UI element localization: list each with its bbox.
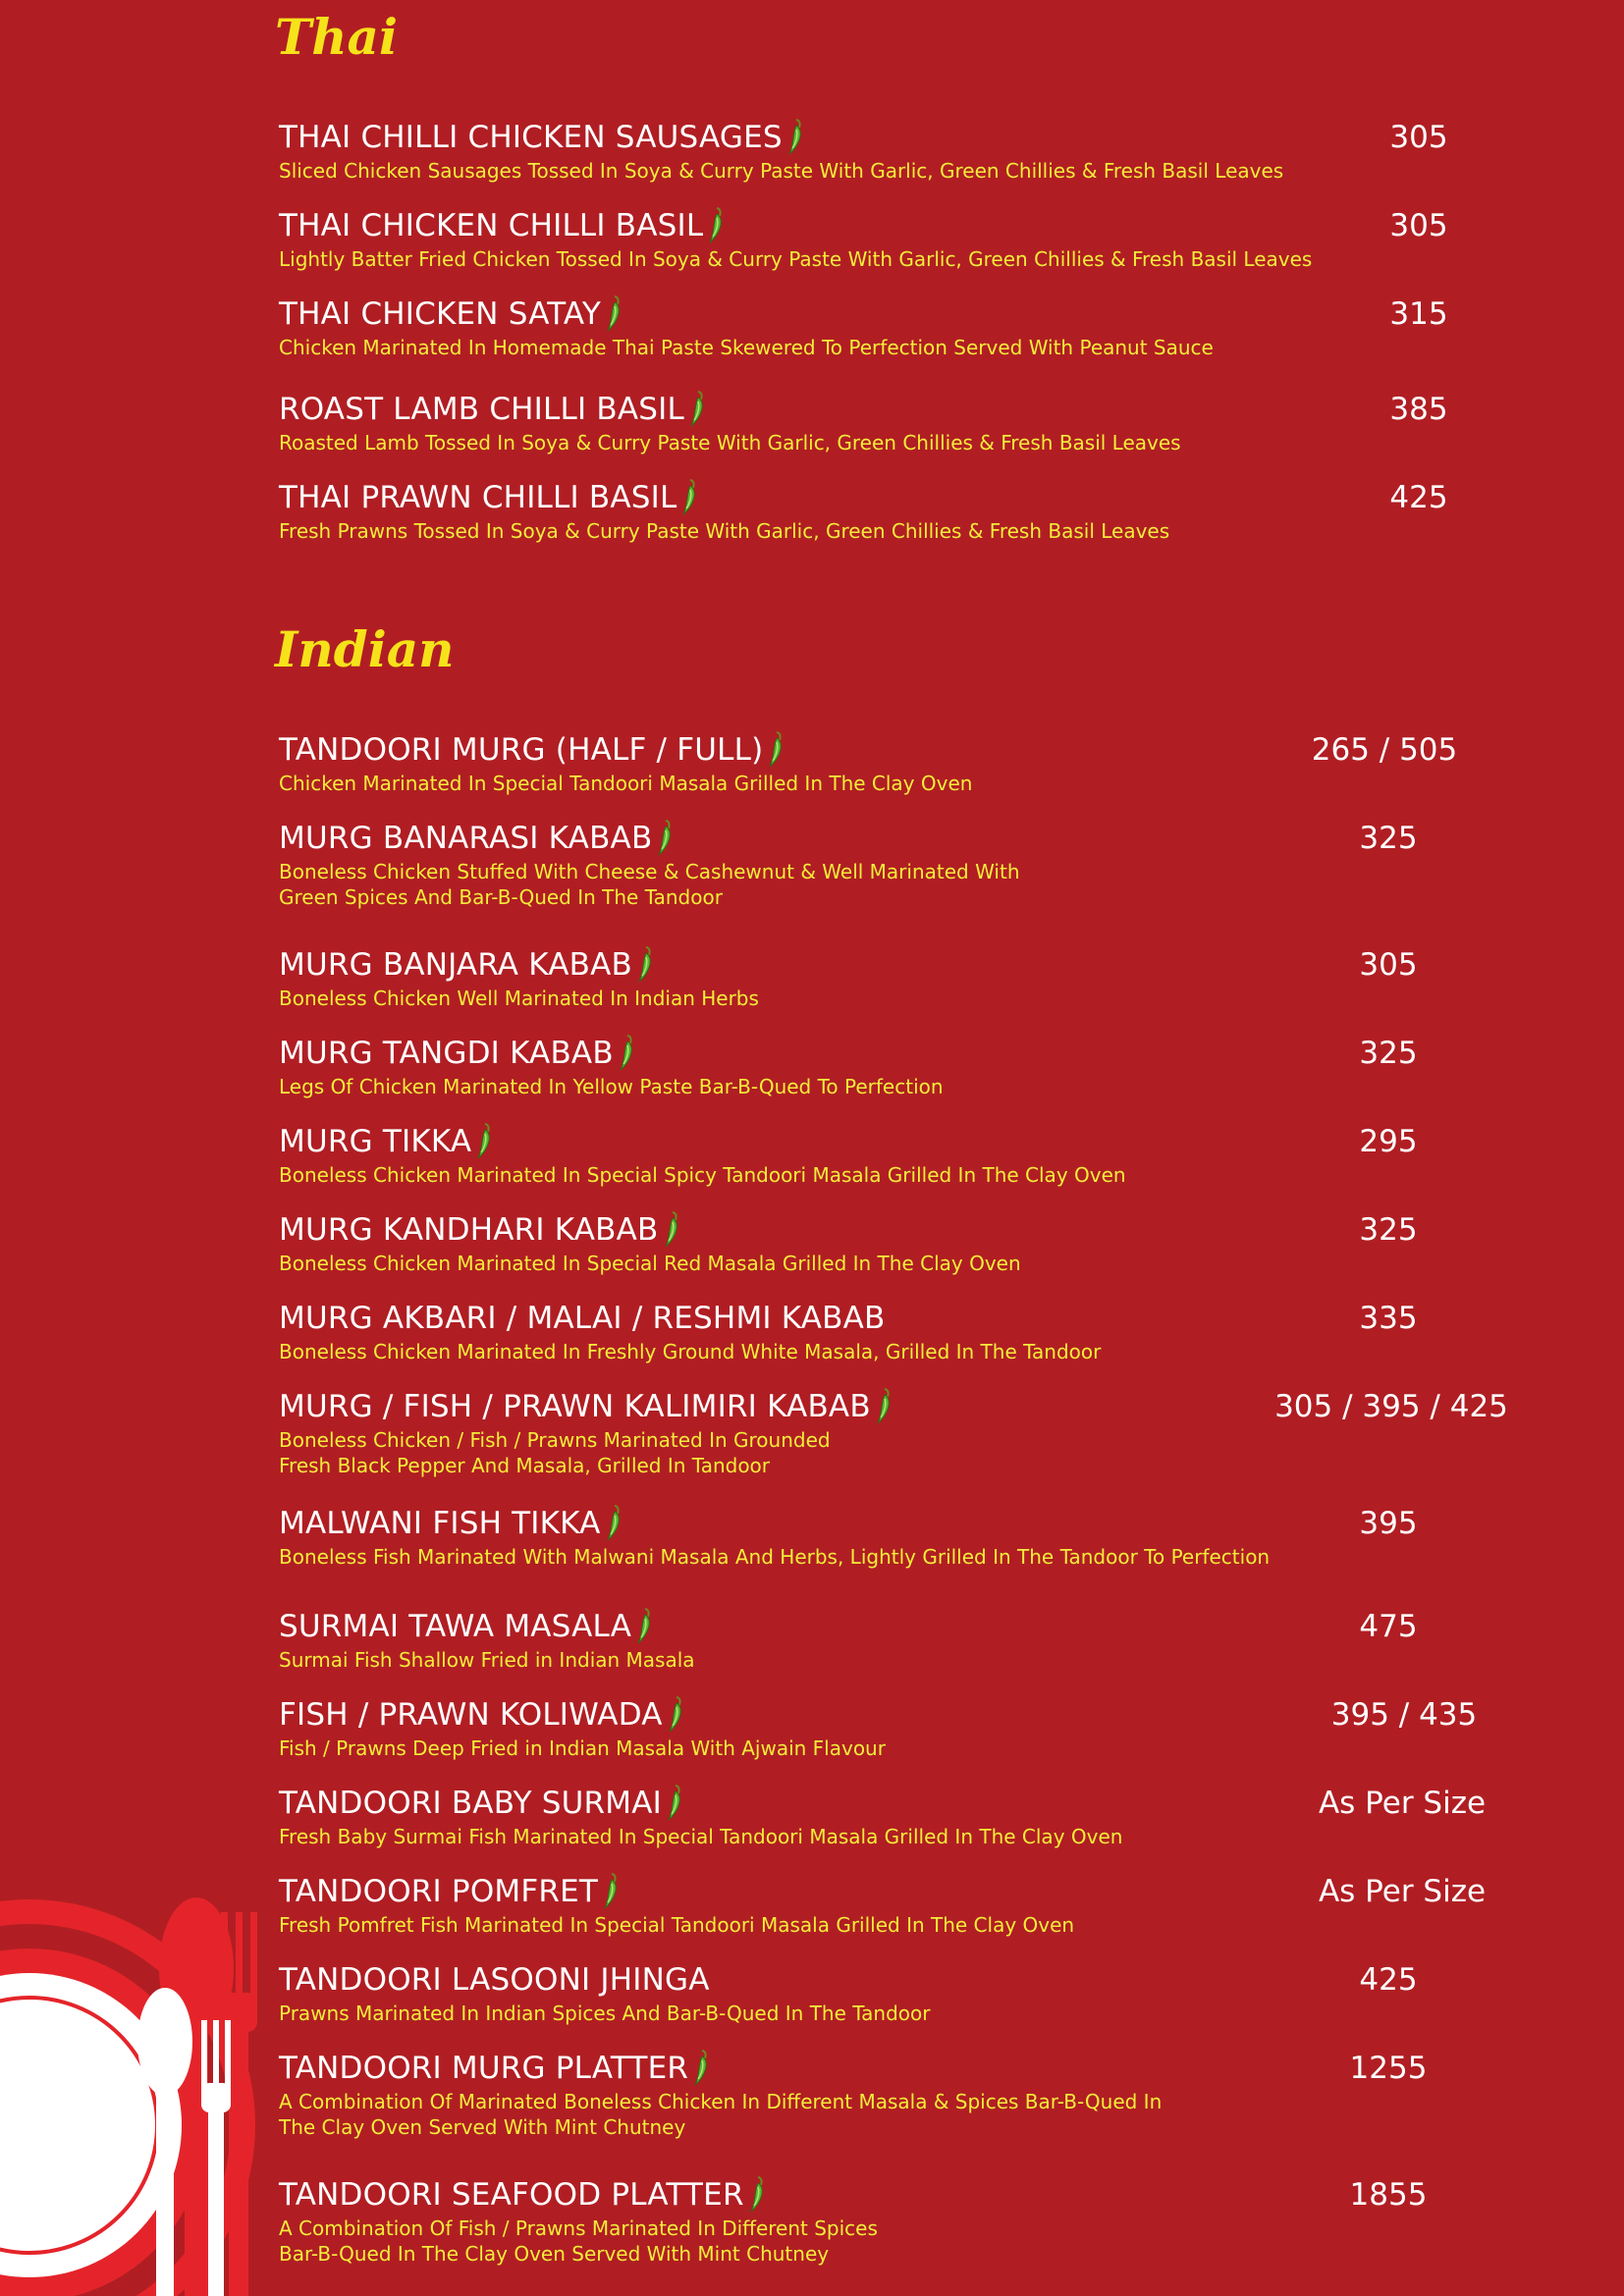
menu-item-tandoori-murg-platter: [279, 2042, 1506, 2140]
item-name: TANDOORI LASOONI JHINGA: [279, 1962, 710, 1998]
menu-item-malwani-fish-tikka: [279, 1497, 1506, 1570]
menu-item-murg-banjara-kabab: [279, 938, 1506, 1011]
menu-item-murg-kandhari-kabab: [279, 1203, 1506, 1276]
menu-item-murg-fish-prawn-kalimiri-kabab: [279, 1380, 1506, 1478]
item-description: The Clay Oven Served With Mint Chutney: [279, 2115, 686, 2139]
item-name: THAI PRAWN CHILLI BASIL: [279, 480, 677, 515]
item-price: 305 / 395 / 425: [1274, 1389, 1508, 1424]
item-description: Prawns Marinated In Indian Spices And Bar-B-Qued In The Tandoor: [279, 2002, 931, 2025]
item-price: As Per Size: [1318, 1874, 1487, 1909]
menu-item-thai-chicken-chilli-basil: [279, 199, 1506, 272]
item-description: Fresh Baby Surmai Fish Marinated In Special Tandoori Masala Grilled In The Clay Oven: [279, 1825, 1123, 1848]
chili-icon: [654, 818, 676, 857]
menu-item-thai-prawn-chilli-basil: [279, 471, 1506, 544]
item-description: A Combination Of Marinated Boneless Chicken In Different Masala & Spices Bar-B-Qued In: [279, 2090, 1163, 2113]
menu-item-surmai-tawa-masala: [279, 1600, 1506, 1673]
item-description: A Combination Of Fish / Prawns Marinated In Different Spices: [279, 2216, 878, 2240]
item-description: Boneless Chicken Marinated In Freshly Ground White Masala, Grilled In The Tandoor: [279, 1340, 1102, 1363]
item-description: Boneless Chicken Stuffed With Cheese & Cashewnut & Well Marinated With: [279, 860, 1020, 883]
menu-item-tandoori-seafood-platter: [279, 2168, 1506, 2267]
item-name: THAI CHICKEN SATAY: [279, 296, 602, 332]
item-description: Chicken Marinated In Homemade Thai Paste Skewered To Perfection Served With Peanut Sauce: [279, 336, 1214, 359]
chili-icon: [665, 1694, 686, 1734]
chili-icon: [686, 389, 708, 428]
item-price: 1855: [1349, 2177, 1428, 2213]
plate-cutlery-decoration: [0, 1895, 295, 2296]
item-price: 385: [1389, 392, 1448, 427]
item-name: MURG BANARASI KABAB: [279, 821, 653, 856]
section-title-indian: Indian: [275, 620, 455, 678]
item-name: FISH / PRAWN KOLIWADA: [279, 1697, 663, 1733]
item-description: Fresh Pomfret Fish Marinated In Special Tandoori Masala Grilled In The Clay Oven: [279, 1913, 1075, 1937]
item-name: TANDOORI SEAFOOD PLATTER: [279, 2177, 744, 2213]
chili-icon: [765, 729, 786, 769]
item-description: Bar-B-Qued In The Clay Oven Served With Mint Chutney: [279, 2242, 830, 2266]
item-description: Roasted Lamb Tossed In Soya & Curry Paste With Garlic, Green Chillies & Fresh Basil Leaves: [279, 431, 1181, 454]
item-price: 335: [1359, 1301, 1418, 1336]
item-price: 305: [1389, 120, 1448, 155]
item-description: Surmai Fish Shallow Fried in Indian Masala: [279, 1648, 695, 1672]
item-description: Boneless Chicken / Fish / Prawns Marinated In Grounded: [279, 1428, 831, 1452]
chili-icon: [746, 2174, 768, 2214]
item-description: Legs Of Chicken Marinated In Yellow Paste Bar-B-Qued To Perfection: [279, 1075, 944, 1098]
menu-item-murg-akbari-malai-reshmi-kabab: [279, 1292, 1506, 1364]
menu-item-tandoori-lasooni-jhinga: [279, 1953, 1506, 2026]
chili-icon: [616, 1033, 637, 1072]
chili-icon: [664, 1783, 685, 1822]
menu-item-murg-banarasi-kabab: [279, 812, 1506, 910]
section-title-thai: Thai: [275, 8, 398, 66]
menu-item-fish-prawn-koliwada: [279, 1688, 1506, 1761]
chili-icon: [603, 294, 624, 333]
item-price: 325: [1359, 821, 1418, 856]
chili-icon: [661, 1209, 682, 1249]
item-name: TANDOORI BABY SURMAI: [279, 1786, 662, 1821]
item-price: 395 / 435: [1330, 1697, 1478, 1733]
item-description: Boneless Chicken Marinated In Special Spicy Tandoori Masala Grilled In The Clay Oven: [279, 1163, 1126, 1187]
menu-item-tandoori-murg-half-full: [279, 723, 1506, 796]
menu-item-thai-chilli-chicken-sausages: [279, 111, 1506, 184]
item-name: MURG AKBARI / MALAI / RESHMI KABAB: [279, 1301, 886, 1336]
item-name: ROAST LAMB CHILLI BASIL: [279, 392, 684, 427]
item-price: 325: [1359, 1036, 1418, 1071]
item-price: 475: [1359, 1609, 1418, 1644]
menu-item-murg-tikka: [279, 1115, 1506, 1188]
item-price: 425: [1389, 480, 1448, 515]
item-name: MURG TANGDI KABAB: [279, 1036, 614, 1071]
chili-icon: [705, 205, 727, 244]
item-description: Fish / Prawns Deep Fried in Indian Masala With Ajwain Flavour: [279, 1736, 886, 1760]
item-name: TANDOORI MURG (HALF / FULL): [279, 732, 764, 768]
item-description: Boneless Fish Marinated With Malwani Masala And Herbs, Lightly Grilled In The Tandoor To Perfection: [279, 1545, 1271, 1569]
item-name: MURG / FISH / PRAWN KALIMIRI KABAB: [279, 1389, 871, 1424]
item-price: 305: [1359, 947, 1418, 983]
item-description: Lightly Batter Fried Chicken Tossed In Soya & Curry Paste With Garlic, Green Chillies & Fresh Basil Leaves: [279, 247, 1313, 271]
item-name: MALWANI FISH TIKKA: [279, 1506, 601, 1541]
item-description: Fresh Prawns Tossed In Soya & Curry Paste With Garlic, Green Chillies & Fresh Basil Leaves: [279, 519, 1170, 543]
item-description: Sliced Chicken Sausages Tossed In Soya & Curry Paste With Garlic, Green Chillies & Fresh Basil Leaves: [279, 159, 1284, 183]
chili-icon: [678, 477, 700, 516]
item-name: THAI CHICKEN CHILLI BASIL: [279, 208, 704, 243]
chili-icon: [873, 1386, 894, 1425]
chili-icon: [634, 944, 656, 984]
item-description: Green Spices And Bar-B-Qued In The Tandoor: [279, 885, 723, 909]
item-name: MURG BANJARA KABAB: [279, 947, 632, 983]
menu-item-murg-tangdi-kabab: [279, 1027, 1506, 1099]
item-description: Chicken Marinated In Special Tandoori Masala Grilled In The Clay Oven: [279, 772, 973, 795]
item-price: 265 / 505: [1311, 732, 1458, 768]
item-price: 305: [1389, 208, 1448, 243]
item-name: THAI CHILLI CHICKEN SAUSAGES: [279, 120, 783, 155]
item-price: 315: [1389, 296, 1448, 332]
item-price: As Per Size: [1318, 1786, 1487, 1821]
item-price: 295: [1359, 1124, 1418, 1159]
item-name: TANDOORI POMFRET: [279, 1874, 599, 1909]
item-price: 425: [1359, 1962, 1418, 1998]
item-price: 325: [1359, 1212, 1418, 1248]
chili-icon: [473, 1121, 495, 1160]
item-name: MURG KANDHARI KABAB: [279, 1212, 659, 1248]
menu-item-roast-lamb-chilli-basil: [279, 383, 1506, 455]
item-name: MURG TIKKA: [279, 1124, 472, 1159]
item-description: Boneless Chicken Marinated In Special Red Masala Grilled In The Clay Oven: [279, 1252, 1021, 1275]
chili-icon: [603, 1503, 624, 1542]
menu-item-thai-chicken-satay: [279, 288, 1506, 360]
item-name: SURMAI TAWA MASALA: [279, 1609, 632, 1644]
item-description: Boneless Chicken Well Marinated In Indian Herbs: [279, 987, 759, 1010]
item-price: 395: [1359, 1506, 1418, 1541]
item-name: TANDOORI MURG PLATTER: [279, 2051, 689, 2086]
chili-icon: [785, 117, 806, 156]
chili-icon: [690, 2048, 712, 2087]
menu-item-tandoori-pomfret: [279, 1865, 1506, 1938]
item-description: Fresh Black Pepper And Masala, Grilled In Tandoor: [279, 1454, 771, 1477]
chili-icon: [600, 1871, 622, 1910]
item-price: 1255: [1349, 2051, 1428, 2086]
menu-item-tandoori-baby-surmai: [279, 1777, 1506, 1849]
chili-icon: [633, 1606, 655, 1645]
